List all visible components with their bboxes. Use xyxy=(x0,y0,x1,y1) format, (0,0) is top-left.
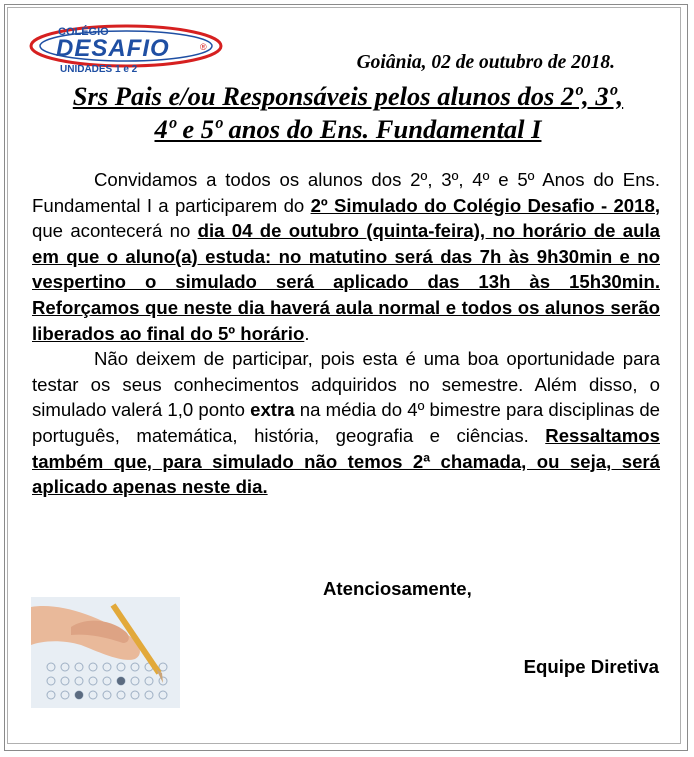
p2-extra-word: extra xyxy=(250,399,295,421)
pencil-hand-illustration xyxy=(31,597,180,708)
exam-answer-sheet-photo xyxy=(31,597,180,708)
paragraph-encouragement xyxy=(32,346,660,500)
letter-date: Goiânia, 02 de outubro de 2018. xyxy=(356,52,615,73)
letter-heading xyxy=(18,80,678,146)
p1-event-name: 2º Simulado do Colégio Desafio - 2018, xyxy=(310,194,660,216)
p1-schedule-details: dia 04 de outubro (quinta-feira), no horário de aula em que o aluno(a) estuda: no matutino será das 7h às 9h30min e no vespertino o simulado será aplicado das 13h às 15h30min. Reforçamos que neste dia haverá aula normal e todos os alunos serão liberados ao final do 5º horário xyxy=(32,220,660,344)
p2-text-1: Não deixem de participar, pois esta é uma boa oportunidade para testar os seus conhecimentos adquiridos no semestre. Além disso, o simulado valerá 1,0 ponto xyxy=(32,348,660,421)
p2-no-second-call-notice: Ressaltamos também que, para simulado não temos 2ª chamada, ou seja, será aplicado apenas neste dia. xyxy=(32,424,660,498)
letter-body xyxy=(32,167,660,500)
logo-registered-mark: ® xyxy=(200,42,207,52)
logo-line2: DESAFIO xyxy=(56,35,170,62)
school-logo-graphic xyxy=(28,20,224,76)
logo-line3: UNIDADES 1 e 2 xyxy=(60,64,138,75)
p1-text-1: Convidamos a todos os alunos dos 2º, 3º, 4º e 5º Anos do Ens. Fundamental I a participarem do xyxy=(32,169,660,216)
logo-line1: COLÉGIO xyxy=(58,26,109,38)
letter-closing: Atenciosamente, xyxy=(323,578,472,599)
paragraph-invitation xyxy=(32,167,660,346)
p1-text-2: que acontecerá no xyxy=(32,220,198,242)
letter-signature: Equipe Diretiva xyxy=(523,656,659,677)
school-logo xyxy=(28,20,224,76)
heading-line-2: 4º e 5º anos do Ens. Fundamental I xyxy=(154,114,542,144)
p2-text-2: na média do 4º bimestre para disciplinas de português, matemática, história, geografia e ciências. xyxy=(32,399,661,446)
p1-text-3: . xyxy=(304,322,310,344)
heading-line-1: Srs Pais e/ou Responsáveis pelos alunos dos 2º, 3º, xyxy=(72,81,624,111)
